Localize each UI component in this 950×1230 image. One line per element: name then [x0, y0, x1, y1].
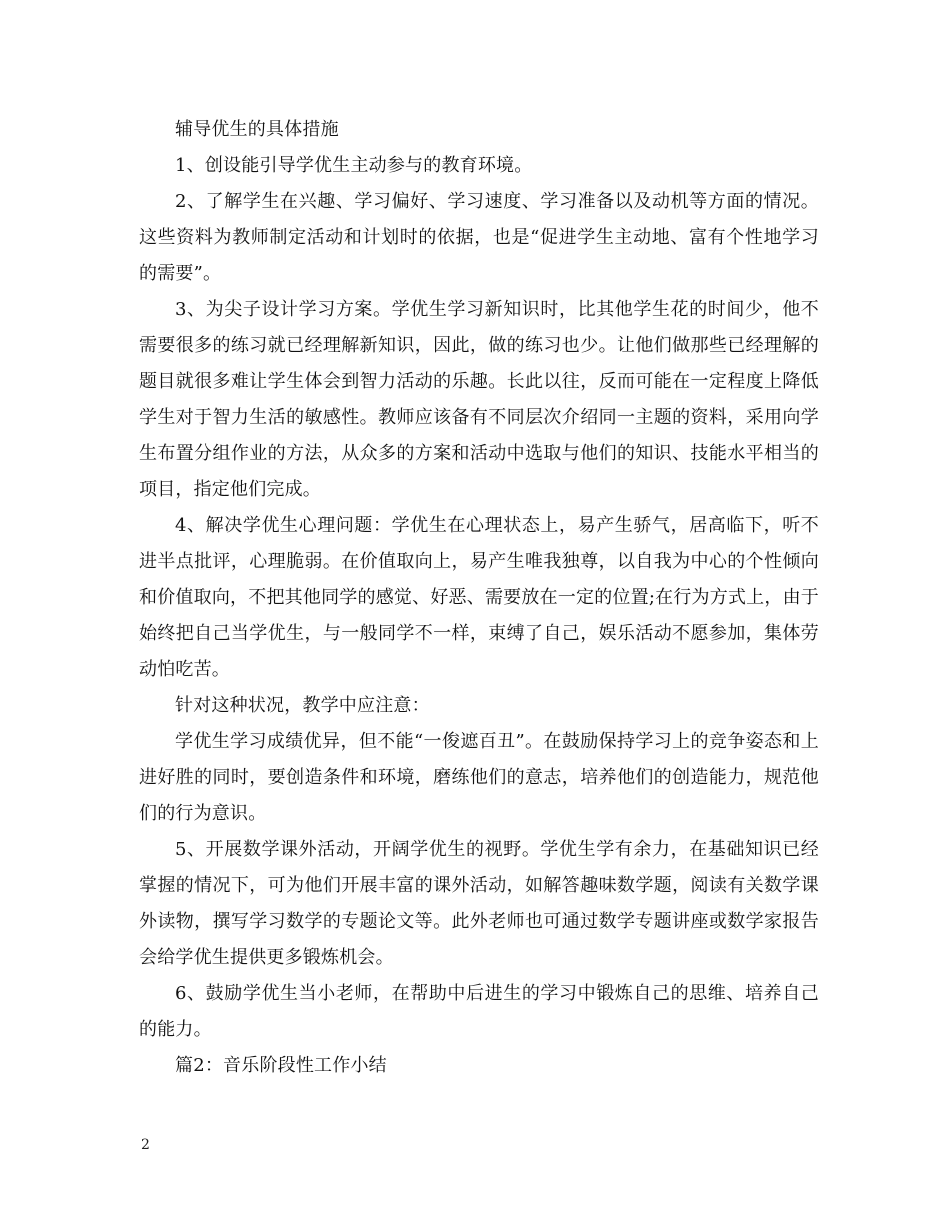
- paragraph-item-3: 3、为尖子设计学习方案。学优生学习新知识时，比其他学生花的时间少，他不需要很多的练习就已经理解新知识，因此，做的练习也少。让他们做那些已经理解的题目就很多难让学生体会到智力活动的乐趣。长此以往，反而可能在一定程度上降低学生对于智力生活的敏感性。教师应该备有不同层次介绍同一主题的资料，采用向学生布置分组作业的方法，从众多的方案和活动中选取与他们的知识、技能水平相当的项目，指定他们完成。: [139, 299, 819, 500]
- page-number: 2: [141, 1137, 150, 1153]
- next-article-title: 篇2：音乐阶段性工作小结: [175, 1055, 387, 1076]
- document-body: [139, 112, 819, 1084]
- paragraph-item-2: 2、了解学生在兴趣、学习偏好、学习速度、学习准备以及动机等方面的情况。这些资料为教师制定活动和计划时的依据，也是“促进学生主动地、富有个性地学习的需要”。: [139, 191, 819, 284]
- paragraph-item-6: 6、鼓励学优生当小老师，在帮助中后进生的学习中锻炼自己的思维、培养自己的能力。: [139, 983, 819, 1040]
- paragraph-item-4: 4、解决学优生心理问题：学优生在心理状态上，易产生骄气，居高临下，听不进半点批评，心理脆弱。在价值取向上，易产生唯我独尊，以自我为中心的个性倾向和价值取向，不把其他同学的感觉、好恶、需要放在一定的位置;在行为方式上，由于始终把自己当学优生，与一般同学不一样，束缚了自己，娱乐活动不愿参加，集体劳动怕吃苦。: [139, 515, 819, 680]
- paragraph-item-5: 5、开展数学课外活动，开阔学优生的视野。学优生学有余力，在基础知识已经掌握的情况下，可为他们开展丰富的课外活动，如解答趣味数学题，阅读有关数学课外读物，撰写学习数学的专题论文等。此外老师也可通过数学专题讲座或数学家报告会给学优生提供更多锻炼机会。: [139, 839, 819, 968]
- section-heading: 辅导优生的具体措施: [175, 119, 339, 140]
- paragraph-attention-heading: 针对这种状况，教学中应注意：: [175, 695, 430, 716]
- paragraph-attention-body: 学优生学习成绩优异，但不能“一俊遮百丑”。在鼓励保持学习上的竞争姿态和上进好胜的同时，要创造条件和环境，磨练他们的意志，培养他们的创造能力，规范他们的行为意识。: [139, 731, 819, 824]
- paragraph-item-1: 1、创设能引导学优生主动参与的教育环境。: [175, 155, 533, 176]
